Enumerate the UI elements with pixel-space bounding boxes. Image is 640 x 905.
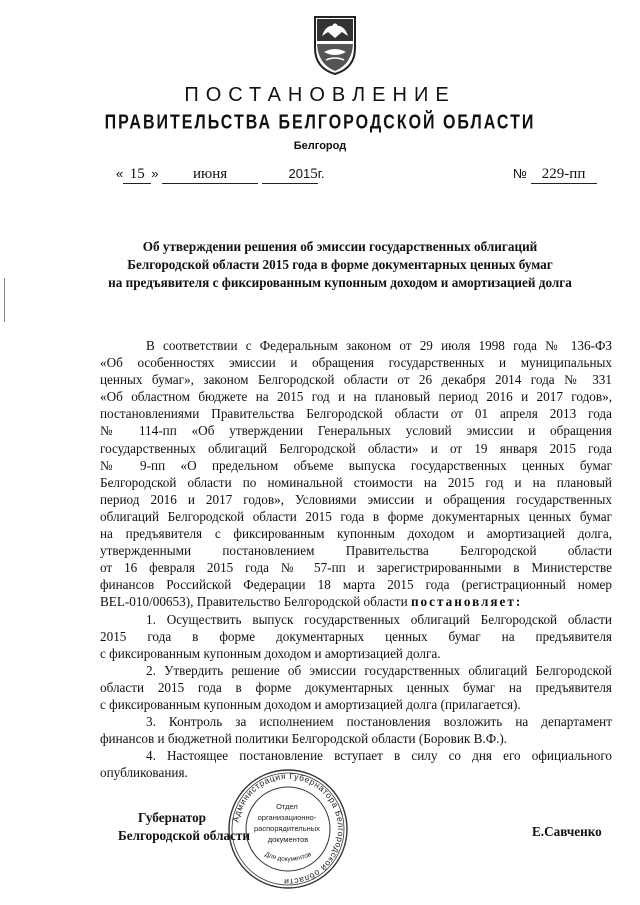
svg-text:Для документов xyxy=(264,851,313,863)
stamp-bottom-text: Для документов xyxy=(263,851,313,864)
coat-of-arms-icon xyxy=(312,14,358,76)
document-body xyxy=(100,337,612,781)
operative-verb: постановляет: xyxy=(410,594,523,610)
body-line: Белгородской области по номинальной стоимости на 2015 год и на плановый xyxy=(100,474,612,490)
stamp-inner-line: распорядительных xyxy=(254,824,320,833)
clause-2: с фиксированным купонным доходом и амортизацией долга (прилагается). xyxy=(100,696,521,712)
date-year: 2015 xyxy=(262,166,318,184)
city-name: Белгород xyxy=(293,140,347,152)
clause-3: финансов и бюджетной политики Белгородской области (Боровик В.Ф.). xyxy=(100,731,508,747)
clause-4: 4. Настоящее постановление вступает в силу со дня его официального xyxy=(146,748,612,764)
clause-2: области 2015 года в форме документарных ценных бумаг на предъявителя xyxy=(100,679,612,695)
date-day: 15 xyxy=(123,166,151,184)
document-number: № 229-пп xyxy=(513,166,597,184)
clause-1: с фиксированным купонным доходом и амортизацией долга. xyxy=(100,645,441,661)
margin-mark xyxy=(4,278,5,322)
body-line: от 16 февраля 2015 года № 57-пп и зарегистрированными в Министерстве xyxy=(100,560,612,576)
stamp-inner-line: Отдел xyxy=(276,802,298,811)
body-line: облигаций Белгородской области 2015 года в форме документарных ценных бумаг xyxy=(100,508,612,524)
body-line: постановлениями Правительства Белгородской области от 01 апреля 2013 года xyxy=(100,406,612,422)
stamp-inner-line: документов xyxy=(267,835,309,844)
document-type-title: ПОСТАНОВЛЕНИЕ xyxy=(184,84,456,106)
document-heading: Об утверждении решения об эмиссии государственных облигаций Белгородской области 2015 года в форме документарных ценных бумаг на предъявителя с фиксированным купонным доходом и амортизацией долга xyxy=(108,239,572,290)
clause-3: 3. Контроль за исполнением постановления возложить на департамент xyxy=(146,714,612,730)
body-line: «Об особенностях эмиссии и обращения государственных и муниципальных xyxy=(100,355,612,371)
body-line: на предъявителя с фиксированным купонным доходом и амортизацией долга, xyxy=(100,526,612,542)
body-line: № 114-пп «Об утверждении Генеральных условий эмиссии и обращения xyxy=(100,423,612,439)
clause-1: 2015 года в форме документарных ценных бумаг на предъявителя xyxy=(100,628,612,644)
stamp-ring-text: Администрация Губернатора Белгородской области xyxy=(230,770,347,888)
signatory-position: Губернатор Белгородской области xyxy=(118,810,250,843)
body-line: «Об областном бюджете на 2015 год и на плановый период 2016 и 2017 годов», xyxy=(100,389,612,405)
clause-2: 2. Утвердить решение об эмиссии государственных облигаций Белгородской xyxy=(146,662,612,678)
body-line: утвержденными постановлением Правительства Белгородской области xyxy=(100,543,612,559)
body-line: В соответствии с Федеральным законом от 29 июля 1998 года № 136-ФЗ xyxy=(146,338,612,353)
stamp-inner-line: организационно- xyxy=(257,813,317,822)
body-line: ценных бумаг», законом Белгородской области от 26 декабря 2014 года № 331 xyxy=(100,372,612,388)
svg-text:Отдел организационно- xyxy=(254,802,322,844)
body-line: период 2016 и 2017 годов», Условиями эмиссии и обращения государственных xyxy=(100,491,612,507)
clause-4: опубликования. xyxy=(100,765,188,781)
clause-1: 1. Осуществить выпуск государственных облигаций Белгородской области xyxy=(146,611,612,627)
issuer-title: ПРАВИТЕЛЬСТВА БЕЛГОРОДСКОЙ ОБЛАСТИ xyxy=(104,112,536,134)
official-stamp xyxy=(226,767,350,891)
signatory-name: Е.Савченко xyxy=(532,824,602,839)
body-line: государственных облигаций Белгородской области» и от 19 января 2015 года xyxy=(100,440,612,456)
date-month: июня xyxy=(162,166,258,184)
body-line: финансов Российской Федерации 18 марта 2015 года (регистрационный номер xyxy=(100,577,612,593)
date-field: « 15 » июня 2015г. xyxy=(116,166,325,182)
body-line: № 9-пп «О предельном объеме выпуска государственных ценных бумаг xyxy=(100,457,612,473)
document-number-value: 229-пп xyxy=(531,166,597,184)
body-line: BEL-010/00653), Правительство Белгородской области постановляет: xyxy=(100,594,523,610)
